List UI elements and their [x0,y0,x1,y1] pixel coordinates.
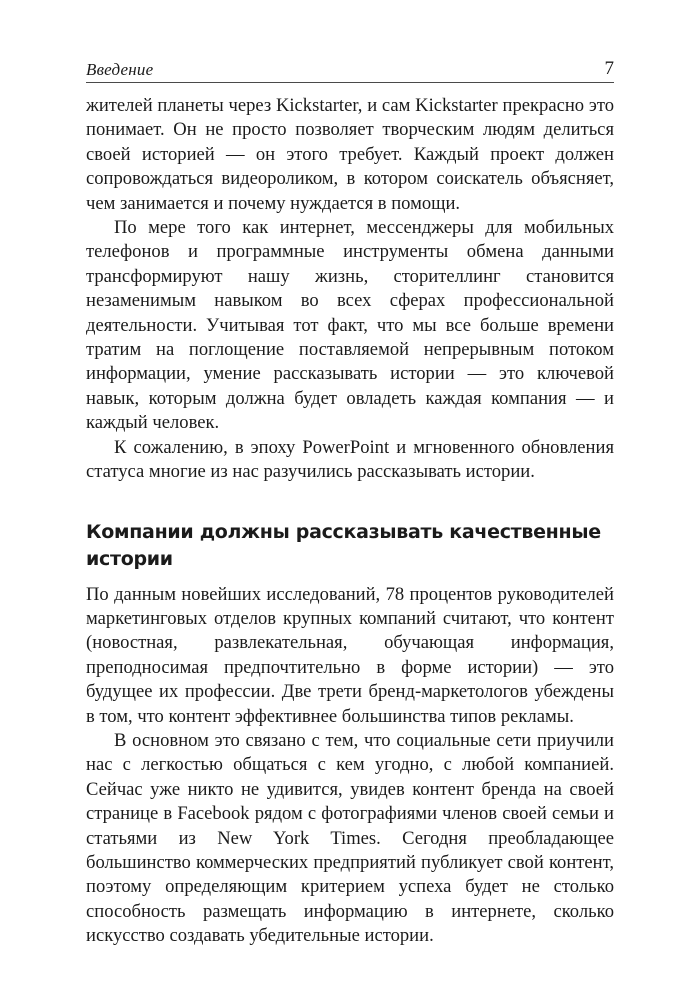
paragraph: В основном это связано с тем, что социальные сети приучили нас с легкостью общаться с кем угодно, с любой компанией. Сейчас уже никто не удивится, увидев контент бренда на своей странице в Facebook рядом с фотографиями членов своей семьи и статьями из New York Times. Сегодня преобладающее большинство коммерческих предприятий публикует свой контент, поэтому определяющим критерием успеха будет не столько способность размещать информацию в интернете, сколько искусство создавать убедительные истории. [86,729,614,947]
paragraph: жителей планеты через Kickstarter, и сам Kickstarter прекрасно это понимает. Он не просто позволяет творческим людям делиться своей историей — он этого требует. Каждый проект должен сопровождаться видеороликом, в котором соискатель объясняет, чем занимается и почему нуждается в помощи. [86,95,614,214]
page-body [86,94,614,949]
running-header [86,58,614,83]
paragraph: По мере того как интернет, мессенджеры для мобильных телефонов и программные инструменты обмена данными трансформируют нашу жизнь, сторителлинг становится незаменимым навыком во всех сферах профессиональной деятельности. Учитывая тот факт, что мы все больше времени тратим на поглощение поставляемой непрерывным потоком информации, умение рассказывать истории — это ключевой навык, которым должна будет овладеть каждая компания — и каждый человек. [86,217,614,434]
page-number: 7 [604,58,614,79]
section-title: Введение [86,60,154,79]
paragraph: По данным новейших исследований, 78 процентов руководителей маркетинговых отделов крупных компаний считают, что контент (новостная, развлекательная, обучающая информация, преподносимая предпочтительно в форме истории) — это будущее их профессии. Две трети бренд-маркетологов убеждены в том, что контент эффективнее большинства типов рекламы. [86,583,614,727]
paragraph: К сожалению, в эпоху PowerPoint и мгновенного обновления статуса многие из нас разучились рассказывать истории. [86,436,614,483]
section-heading: Компании должны рассказывать качественные истории [86,520,601,570]
